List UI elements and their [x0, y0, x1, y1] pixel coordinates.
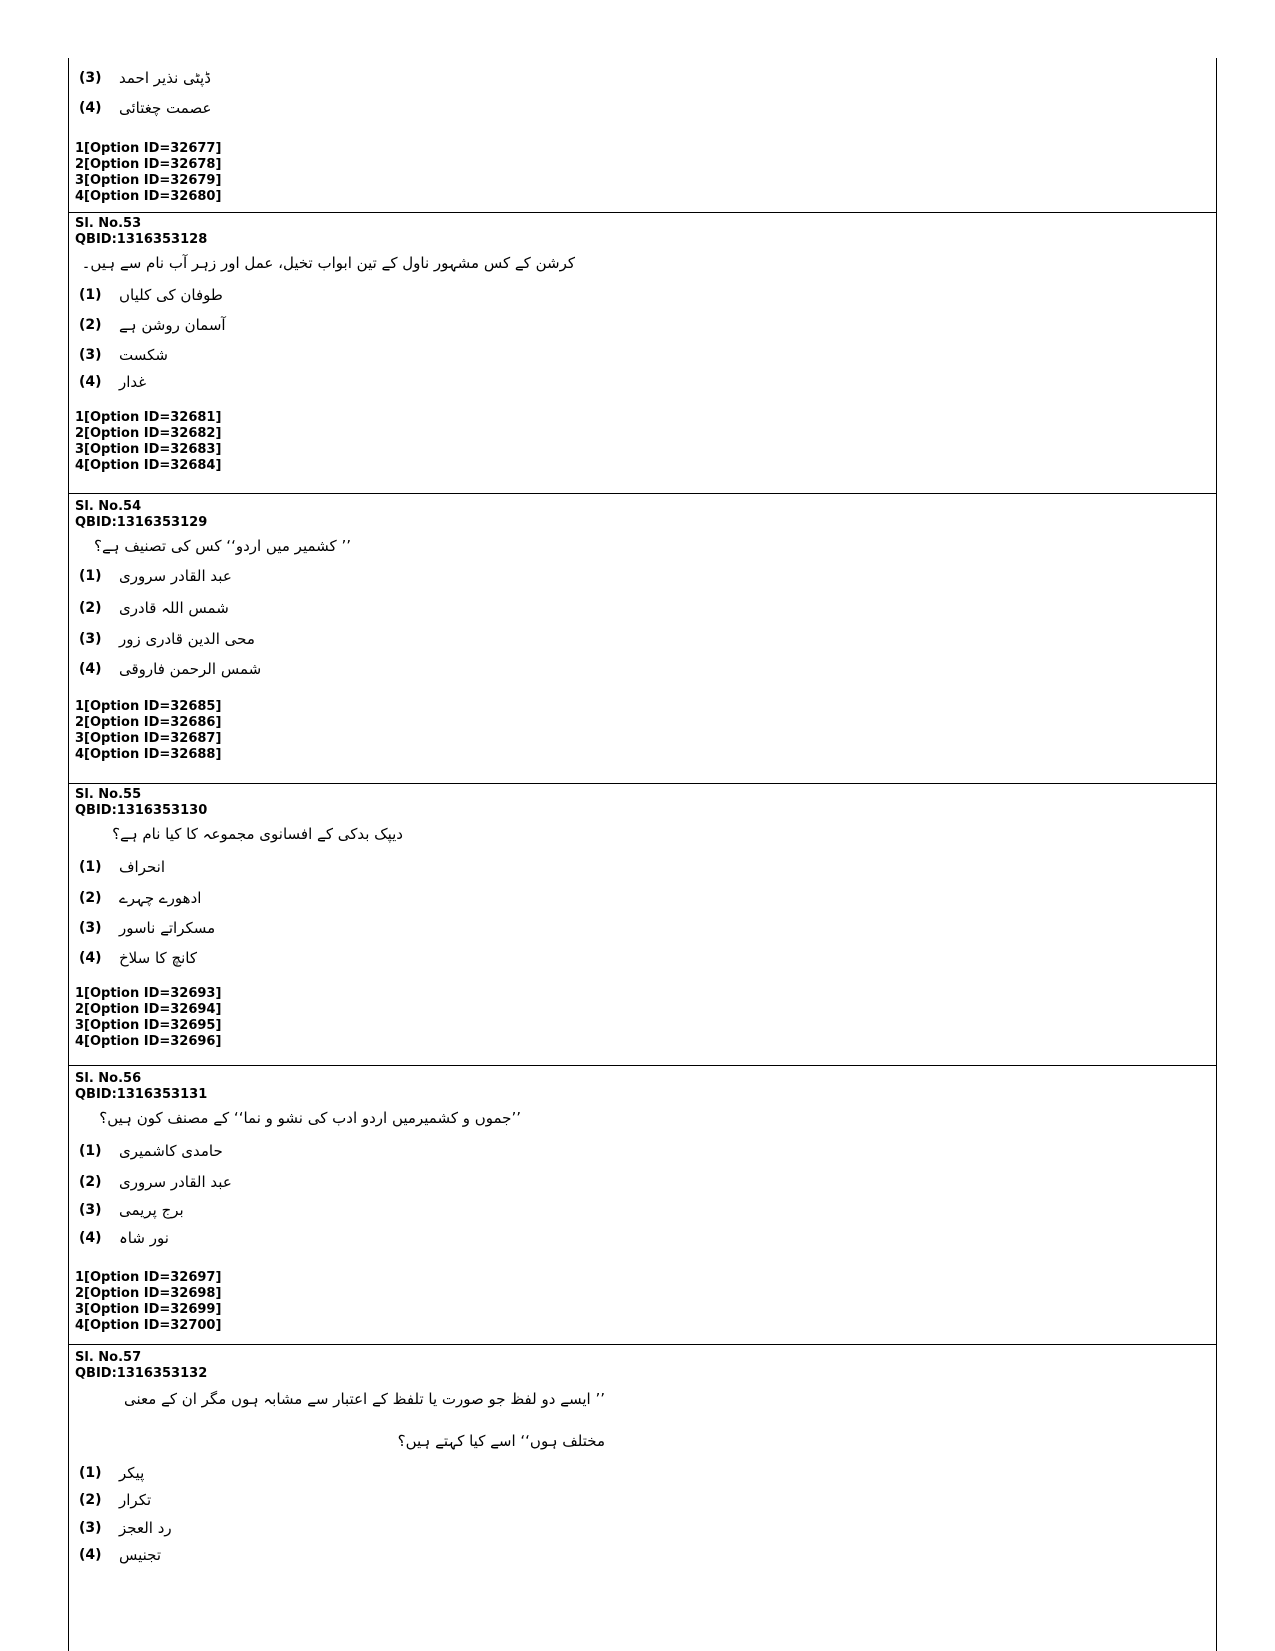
option-text: نور شاہ [119, 1229, 169, 1247]
serial-number: Sl. No.55 [75, 787, 142, 802]
question-text: دیپک بدکی کے افسانوی مجموعہ کا کیا نام ہے؟ [112, 825, 403, 843]
option-number: (4) [79, 100, 102, 116]
option-row [79, 1227, 169, 1249]
option-id: 2[Option ID=32698] [75, 1286, 222, 1301]
option-text: رد العجز [119, 1519, 172, 1537]
option-text: آسمان روشن ہے [119, 316, 226, 334]
option-text: عبد القادر سروری [119, 567, 232, 585]
question-header [75, 1350, 207, 1382]
option-text: ادھورے چہرے [119, 889, 202, 907]
question-sheet [68, 58, 1217, 1651]
option-id: 4[Option ID=32680] [75, 189, 222, 204]
option-number: (2) [79, 1492, 102, 1508]
option-id: 1[Option ID=32681] [75, 410, 222, 425]
option-row [79, 284, 223, 306]
option-id-list [75, 141, 221, 205]
option-id: 3[Option ID=32695] [75, 1018, 222, 1033]
option-text: غدار [119, 373, 147, 391]
option-number: (1) [79, 1143, 102, 1159]
option-row [79, 856, 165, 878]
option-number: (2) [79, 1174, 102, 1190]
option-row [79, 917, 215, 939]
option-row [79, 628, 255, 650]
option-id: 1[Option ID=32697] [75, 1270, 222, 1285]
option-row [79, 658, 261, 680]
question-header [75, 1071, 207, 1103]
question-header [75, 499, 207, 531]
option-number: (3) [79, 1202, 102, 1218]
option-text: محی الدین قادری زور [119, 630, 255, 648]
question-text: ’’جموں و کشمیرمیں اردو ادب کی نشو و نما‘‘ کے مصنف کون ہیں؟ [99, 1109, 521, 1127]
option-id: 4[Option ID=32700] [75, 1318, 222, 1333]
option-number: (3) [79, 920, 102, 936]
option-row [79, 1544, 161, 1566]
option-id: 4[Option ID=32684] [75, 458, 222, 473]
option-number: (1) [79, 859, 102, 875]
option-row [79, 1462, 144, 1484]
option-number: (3) [79, 347, 102, 363]
serial-number: Sl. No.54 [75, 499, 142, 514]
question-header [75, 787, 207, 819]
option-id: 1[Option ID=32693] [75, 986, 222, 1001]
option-text: ڈپٹی نذیر احمد [119, 69, 211, 87]
option-number: (3) [79, 70, 102, 86]
option-number: (1) [79, 1465, 102, 1481]
option-row [79, 97, 211, 119]
option-number: (4) [79, 661, 102, 677]
question-text: ’’ ایسے دو لفظ جو صورت یا تلفظ کے اعتبار سے مشابہ ہوں مگر ان کے معنی [123, 1390, 605, 1408]
serial-number: Sl. No.53 [75, 216, 142, 231]
option-id-list [75, 410, 221, 474]
option-text: شمس الرحمن فاروقی [119, 660, 262, 678]
question-text-continued: مختلف ہوں‘‘ اسے کیا کہتے ہیں؟ [397, 1432, 605, 1450]
option-id: 4[Option ID=32688] [75, 747, 222, 762]
serial-number: Sl. No.56 [75, 1071, 142, 1086]
option-number: (4) [79, 374, 102, 390]
option-number: (1) [79, 287, 102, 303]
option-row [79, 1171, 232, 1193]
option-text: تکرار [119, 1491, 152, 1509]
qbid: QBID:1316353129 [75, 515, 208, 530]
qbid: QBID:1316353130 [75, 803, 208, 818]
qbid: QBID:1316353132 [75, 1366, 208, 1381]
option-id: 3[Option ID=32683] [75, 442, 222, 457]
option-text: عصمت چغتائی [119, 99, 212, 117]
option-text: شکست [119, 346, 168, 364]
option-id: 2[Option ID=32694] [75, 1002, 222, 1017]
option-text: حامدی کاشمیری [119, 1142, 223, 1160]
option-row [79, 371, 146, 393]
question-block [69, 493, 1216, 783]
option-number: (3) [79, 631, 102, 647]
option-number: (4) [79, 950, 102, 966]
option-text: عبد القادر سروری [119, 1173, 232, 1191]
option-id: 1[Option ID=32685] [75, 699, 222, 714]
question-block [69, 1065, 1216, 1344]
option-text: برج پریمی [119, 1201, 184, 1219]
option-row [79, 947, 197, 969]
option-row [79, 1140, 223, 1162]
question-block [69, 1344, 1216, 1651]
option-row [79, 565, 232, 587]
option-id: 2[Option ID=32678] [75, 157, 222, 172]
option-number: (1) [79, 568, 102, 584]
option-number: (3) [79, 1520, 102, 1536]
option-row [79, 597, 229, 619]
option-number: (2) [79, 317, 102, 333]
option-text: کانچ کا سلاخ [119, 949, 198, 967]
option-id-list [75, 699, 221, 763]
question-block [69, 212, 1216, 493]
option-number: (4) [79, 1230, 102, 1246]
option-number: (2) [79, 890, 102, 906]
question-header [75, 216, 207, 248]
option-row [79, 887, 201, 909]
question-block-continued [69, 58, 1216, 212]
question-block [69, 783, 1216, 1065]
option-text: تجنیس [119, 1546, 162, 1564]
option-id: 4[Option ID=32696] [75, 1034, 222, 1049]
option-id: 2[Option ID=32686] [75, 715, 222, 730]
option-text: پیکر [119, 1464, 145, 1482]
qbid: QBID:1316353128 [75, 232, 208, 247]
serial-number: Sl. No.57 [75, 1350, 142, 1365]
option-id: 3[Option ID=32687] [75, 731, 222, 746]
option-row [79, 67, 211, 89]
option-text: انحراف [119, 858, 166, 876]
option-row [79, 314, 226, 336]
option-id: 2[Option ID=32682] [75, 426, 222, 441]
question-text: کرشن کے کس مشہور ناول کے تین ابواب تخیل، عمل اور زہر آب نام سے ہیں۔ [81, 254, 575, 272]
option-row [79, 344, 168, 366]
option-text: شمس اللہ قادری [119, 599, 229, 617]
option-number: (2) [79, 600, 102, 616]
option-row [79, 1517, 172, 1539]
option-row [79, 1199, 184, 1221]
option-text: طوفان کی کلیاں [119, 286, 223, 304]
qbid: QBID:1316353131 [75, 1087, 208, 1102]
option-id: 1[Option ID=32677] [75, 141, 222, 156]
option-id-list [75, 1270, 221, 1334]
option-id: 3[Option ID=32699] [75, 1302, 222, 1317]
option-id: 3[Option ID=32679] [75, 173, 222, 188]
option-text: مسکراتے ناسور [119, 919, 216, 937]
question-text: ’’ کشمیر میں اردو‘‘ کس کی تصنیف ہے؟ [94, 537, 351, 555]
option-id-list [75, 986, 221, 1050]
option-row [79, 1489, 151, 1511]
option-number: (4) [79, 1547, 102, 1563]
